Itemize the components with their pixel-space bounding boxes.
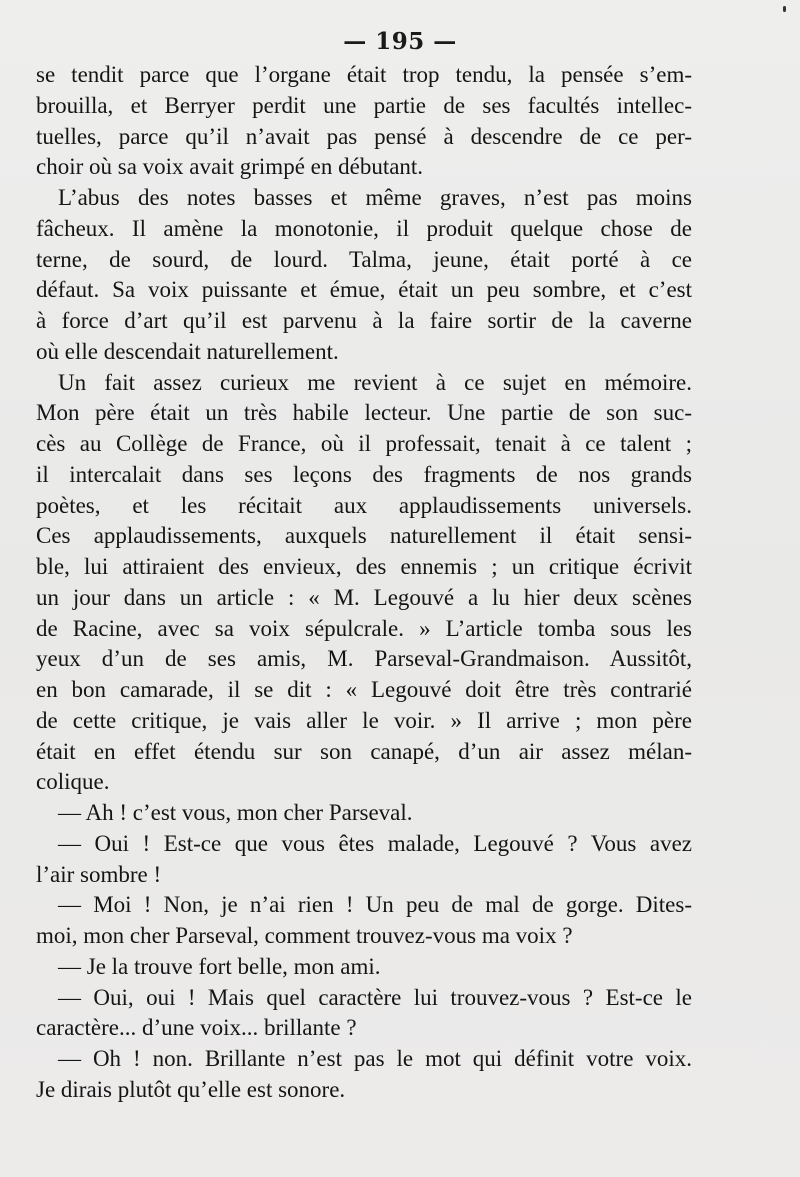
text-line: choir où sa voix avait grimpé en débutant. (36, 154, 424, 180)
text-line: en bon camarade, il se dit : « Legouvé doit être très contrarié (36, 677, 692, 702)
page-number: — 195 — (343, 28, 457, 55)
text-line: moi, mon cher Parseval, comment trouvez-vous ma voix ? (36, 923, 573, 948)
body-text (36, 60, 692, 1106)
text-line: de cette critique, je vais aller le voir. » Il arrive ; mon père (36, 707, 692, 733)
text-line: — Oui, oui ! Mais quel caractère lui trouvez-vous ? Est-ce le (58, 984, 692, 1010)
text-line: il intercalait dans ses leçons des fragments de nos grands (36, 461, 692, 487)
text-line: cès au Collège de France, où il professait, tenait à ce talent ; (36, 431, 692, 456)
text-line: poètes, et les récitait aux applaudissements universels. (36, 492, 692, 518)
text-line: Un fait assez curieux me revient à ce sujet en mémoire. (58, 369, 692, 395)
text-line: à force d’art qu’il est parvenu à la faire sortir de la caverne (36, 308, 692, 333)
text-line: brouilla, et Berryer perdit une partie de ses facultés intellec- (36, 92, 692, 118)
ink-speck (783, 6, 786, 12)
text-line: L’abus des notes basses et même graves, n’est pas moins (58, 185, 692, 210)
text-line: Je dirais plutôt qu’elle est sonore. (36, 1076, 346, 1102)
text-line: Mon père était un très habile lecteur. Une partie de son suc- (36, 400, 692, 426)
text-line: était en effet étendu sur son canapé, d’un air assez mélan- (36, 738, 692, 764)
text-line: — Oui ! Est-ce que vous êtes malade, Legouvé ? Vous avez (58, 830, 692, 856)
text-line: caractère... d’une voix... brillante ? (36, 1015, 357, 1041)
text-line: un jour dans un article : « M. Legouvé a lu hier deux scènes (36, 584, 692, 610)
text-line: yeux d’un de ses amis, M. Parseval-Grandmaison. Aussitôt, (36, 646, 692, 672)
text-line: où elle descendait naturellement. (36, 338, 339, 364)
text-line: se tendit parce que l’organe était trop tendu, la pensée s’em- (36, 62, 692, 87)
text-line: — Moi ! Non, je n’ai rien ! Un peu de mal de gorge. Dites- (58, 892, 692, 918)
text-line: terne, de sourd, de lourd. Talma, jeune, était porté à ce (36, 246, 692, 272)
text-line: tuelles, parce qu’il n’avait pas pensé à descendre de ce per- (36, 123, 692, 149)
text-line: Ces applaudissements, auxquels naturellement il était sensi- (36, 523, 692, 549)
text-line: fâcheux. Il amène la monotonie, il produit quelque chose de (36, 215, 692, 241)
text-line: défaut. Sa voix puissante et émue, était un peu sombre, et c’est (36, 277, 692, 303)
text-line: — Oh ! non. Brillante n’est pas le mot qui définit votre voix. (58, 1046, 692, 1071)
text-line: — Je la trouve fort belle, mon ami. (58, 953, 381, 979)
text-line: colique. (36, 769, 110, 795)
text-line: ble, lui attiraient des envieux, des ennemis ; un critique écrivit (36, 554, 692, 579)
text-line: — Ah ! c’est vous, mon cher Parseval. (58, 800, 413, 825)
text-line: l’air sombre ! (36, 861, 162, 887)
text-line: de Racine, avec sa voix sépulcrale. » L’article tomba sous les (36, 615, 692, 641)
